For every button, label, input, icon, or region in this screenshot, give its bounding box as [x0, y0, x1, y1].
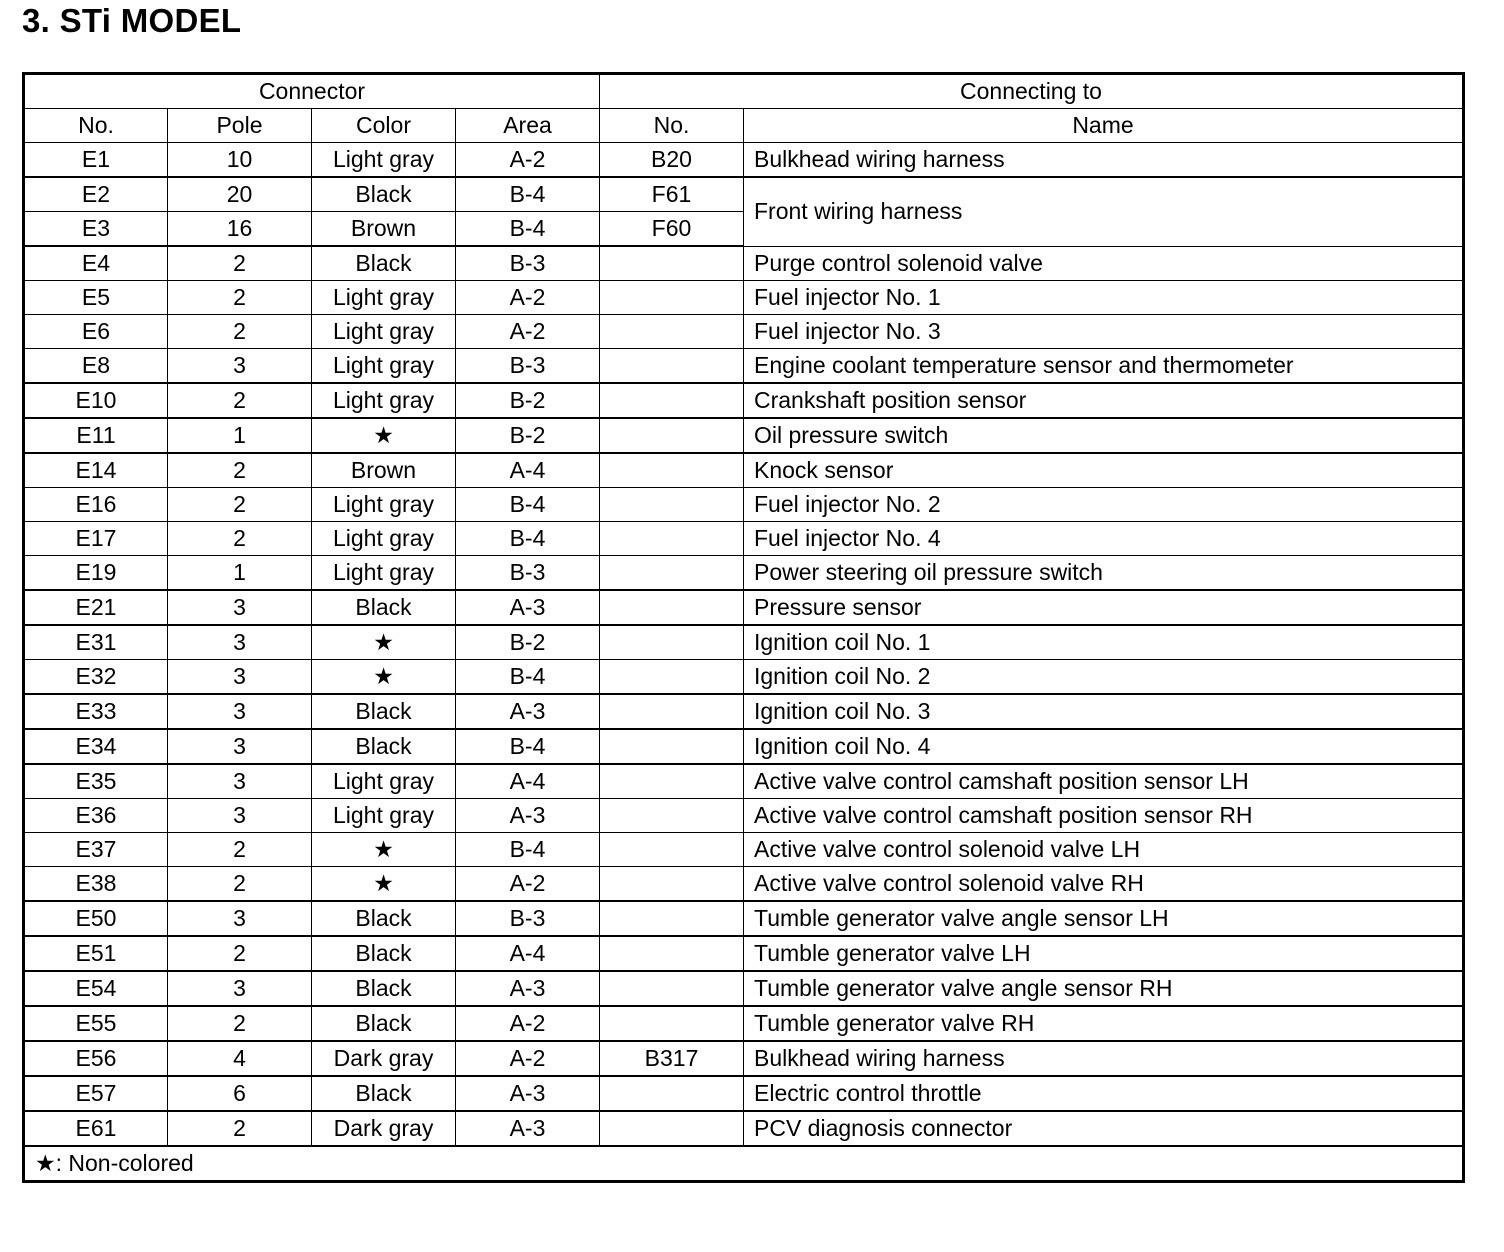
- cell-to-no: B20: [600, 143, 744, 178]
- table-row: [24, 764, 1464, 799]
- cell-area: A-2: [456, 867, 600, 902]
- cell-to-no: [600, 1006, 744, 1041]
- cell-pole: 3: [168, 764, 312, 799]
- cell-color: Light gray: [312, 764, 456, 799]
- cell-no: E37: [24, 833, 168, 867]
- cell-name: Power steering oil pressure switch: [744, 556, 1464, 591]
- cell-to-no: [600, 488, 744, 522]
- cell-pole: 1: [168, 418, 312, 453]
- cell-color: Black: [312, 177, 456, 212]
- cell-no: E21: [24, 590, 168, 625]
- cell-area: B-4: [456, 729, 600, 764]
- cell-name: Knock sensor: [744, 453, 1464, 488]
- cell-name: Ignition coil No. 2: [744, 660, 1464, 695]
- table-row: [24, 143, 1464, 178]
- cell-pole: 2: [168, 522, 312, 556]
- cell-color: Light gray: [312, 799, 456, 833]
- connector-table: [22, 72, 1465, 1183]
- cell-name: Active valve control solenoid valve RH: [744, 867, 1464, 902]
- cell-pole: 2: [168, 488, 312, 522]
- cell-no: E5: [24, 281, 168, 315]
- cell-area: B-3: [456, 556, 600, 591]
- cell-to-no: [600, 901, 744, 936]
- page-title: 3. STi MODEL: [22, 2, 242, 39]
- cell-area: B-2: [456, 383, 600, 418]
- cell-color: Light gray: [312, 349, 456, 384]
- cell-no: E57: [24, 1076, 168, 1111]
- cell-area: A-3: [456, 1111, 600, 1146]
- cell-to-no: [600, 453, 744, 488]
- cell-pole: 2: [168, 383, 312, 418]
- cell-name: Tumble generator valve LH: [744, 936, 1464, 971]
- cell-pole: 3: [168, 694, 312, 729]
- cell-no: E50: [24, 901, 168, 936]
- cell-color: Black: [312, 590, 456, 625]
- cell-to-no: [600, 867, 744, 902]
- table-row: [24, 315, 1464, 349]
- cell-color: Dark gray: [312, 1111, 456, 1146]
- cell-name: Crankshaft position sensor: [744, 383, 1464, 418]
- cell-to-no: [600, 349, 744, 384]
- column-header-pole: Pole: [168, 109, 312, 143]
- cell-pole: 2: [168, 936, 312, 971]
- table-row: [24, 418, 1464, 453]
- table-row: [24, 556, 1464, 591]
- cell-to-no: [600, 522, 744, 556]
- cell-pole: 2: [168, 833, 312, 867]
- table-row: [24, 1041, 1464, 1076]
- table-row: [24, 281, 1464, 315]
- cell-area: B-4: [456, 488, 600, 522]
- table-row: [24, 522, 1464, 556]
- cell-color: Black: [312, 1006, 456, 1041]
- cell-color: ★: [312, 418, 456, 453]
- cell-color: Black: [312, 971, 456, 1006]
- cell-color: Brown: [312, 212, 456, 247]
- cell-name: Tumble generator valve angle sensor RH: [744, 971, 1464, 1006]
- cell-area: B-3: [456, 349, 600, 384]
- cell-area: B-3: [456, 246, 600, 281]
- cell-area: A-2: [456, 143, 600, 178]
- column-header-area: Area: [456, 109, 600, 143]
- cell-color: ★: [312, 833, 456, 867]
- cell-area: A-3: [456, 1076, 600, 1111]
- cell-no: E34: [24, 729, 168, 764]
- cell-to-no: [600, 281, 744, 315]
- cell-no: E8: [24, 349, 168, 384]
- cell-name: Active valve control camshaft position sensor RH: [744, 799, 1464, 833]
- cell-pole: 1: [168, 556, 312, 591]
- cell-to-no: [600, 246, 744, 281]
- cell-pole: 2: [168, 453, 312, 488]
- cell-area: A-2: [456, 281, 600, 315]
- cell-area: A-3: [456, 971, 600, 1006]
- cell-color: Light gray: [312, 315, 456, 349]
- cell-pole: 3: [168, 901, 312, 936]
- cell-no: E61: [24, 1111, 168, 1146]
- footnote-row: [24, 1146, 1464, 1182]
- cell-pole: 6: [168, 1076, 312, 1111]
- cell-area: B-2: [456, 418, 600, 453]
- cell-no: E11: [24, 418, 168, 453]
- cell-to-no: [600, 833, 744, 867]
- cell-name: Oil pressure switch: [744, 418, 1464, 453]
- table-row: [24, 936, 1464, 971]
- table-row: [24, 799, 1464, 833]
- cell-name: Electric control throttle: [744, 1076, 1464, 1111]
- cell-area: B-4: [456, 833, 600, 867]
- cell-to-no: [600, 1076, 744, 1111]
- cell-color: Light gray: [312, 383, 456, 418]
- cell-to-no: [600, 799, 744, 833]
- cell-pole: 3: [168, 625, 312, 660]
- cell-to-no: [600, 625, 744, 660]
- table-row: [24, 833, 1464, 867]
- table-row: [24, 867, 1464, 902]
- cell-no: E1: [24, 143, 168, 178]
- footnote: ★: Non-colored: [24, 1146, 1464, 1182]
- table-row: [24, 660, 1464, 695]
- cell-color: Dark gray: [312, 1041, 456, 1076]
- cell-pole: 2: [168, 315, 312, 349]
- cell-to-no: [600, 729, 744, 764]
- cell-name: Bulkhead wiring harness: [744, 143, 1464, 178]
- table-row: [24, 349, 1464, 384]
- table-row: [24, 901, 1464, 936]
- cell-color: ★: [312, 660, 456, 695]
- connector-group-header: Connector: [24, 74, 600, 109]
- cell-color: Brown: [312, 453, 456, 488]
- cell-area: A-3: [456, 694, 600, 729]
- cell-pole: 20: [168, 177, 312, 212]
- table-row: [24, 453, 1464, 488]
- cell-color: ★: [312, 625, 456, 660]
- cell-color: Black: [312, 1076, 456, 1111]
- cell-name: Active valve control solenoid valve LH: [744, 833, 1464, 867]
- table-row: [24, 625, 1464, 660]
- cell-no: E14: [24, 453, 168, 488]
- cell-color: Black: [312, 729, 456, 764]
- cell-color: Light gray: [312, 143, 456, 178]
- cell-no: E10: [24, 383, 168, 418]
- cell-to-no: [600, 315, 744, 349]
- cell-pole: 3: [168, 729, 312, 764]
- column-header-color: Color: [312, 109, 456, 143]
- cell-area: A-4: [456, 453, 600, 488]
- cell-no: E6: [24, 315, 168, 349]
- cell-no: E54: [24, 971, 168, 1006]
- cell-to-no: F60: [600, 212, 744, 247]
- cell-pole: 4: [168, 1041, 312, 1076]
- cell-name: Fuel injector No. 4: [744, 522, 1464, 556]
- cell-no: E35: [24, 764, 168, 799]
- cell-name: Fuel injector No. 3: [744, 315, 1464, 349]
- cell-pole: 2: [168, 867, 312, 902]
- cell-no: E2: [24, 177, 168, 212]
- cell-area: B-4: [456, 522, 600, 556]
- cell-pole: 3: [168, 590, 312, 625]
- cell-area: B-2: [456, 625, 600, 660]
- cell-no: E16: [24, 488, 168, 522]
- cell-pole: 2: [168, 1111, 312, 1146]
- cell-name: Tumble generator valve angle sensor LH: [744, 901, 1464, 936]
- cell-area: A-4: [456, 764, 600, 799]
- table-row: [24, 971, 1464, 1006]
- cell-color: Light gray: [312, 488, 456, 522]
- cell-no: E38: [24, 867, 168, 902]
- table-row: [24, 590, 1464, 625]
- cell-color: Black: [312, 246, 456, 281]
- cell-name: PCV diagnosis connector: [744, 1111, 1464, 1146]
- cell-name: Purge control solenoid valve: [744, 246, 1464, 281]
- cell-to-no: [600, 1111, 744, 1146]
- cell-color: Light gray: [312, 556, 456, 591]
- cell-area: B-4: [456, 177, 600, 212]
- cell-name: Engine coolant temperature sensor and thermometer: [744, 349, 1464, 384]
- cell-no: E51: [24, 936, 168, 971]
- cell-to-no: F61: [600, 177, 744, 212]
- cell-area: B-4: [456, 660, 600, 695]
- cell-no: E56: [24, 1041, 168, 1076]
- cell-no: E31: [24, 625, 168, 660]
- cell-name: Fuel injector No. 2: [744, 488, 1464, 522]
- table-row: [24, 729, 1464, 764]
- cell-color: Light gray: [312, 281, 456, 315]
- connecting-to-group-header: Connecting to: [600, 74, 1464, 109]
- cell-to-no: B317: [600, 1041, 744, 1076]
- column-header-name: Name: [744, 109, 1464, 143]
- cell-to-no: [600, 590, 744, 625]
- cell-name: Fuel injector No. 1: [744, 281, 1464, 315]
- cell-color: Black: [312, 936, 456, 971]
- cell-to-no: [600, 936, 744, 971]
- column-header-no: No.: [24, 109, 168, 143]
- cell-color: ★: [312, 867, 456, 902]
- cell-area: B-3: [456, 901, 600, 936]
- table-row: [24, 246, 1464, 281]
- cell-to-no: [600, 694, 744, 729]
- cell-to-no: [600, 660, 744, 695]
- table-row: [24, 694, 1464, 729]
- column-header-row: [24, 109, 1464, 143]
- table-row: [24, 1076, 1464, 1111]
- cell-pole: 3: [168, 971, 312, 1006]
- cell-to-no: [600, 556, 744, 591]
- cell-no: E3: [24, 212, 168, 247]
- cell-color: Black: [312, 694, 456, 729]
- cell-name: Tumble generator valve RH: [744, 1006, 1464, 1041]
- cell-area: B-4: [456, 212, 600, 247]
- cell-name: Bulkhead wiring harness: [744, 1041, 1464, 1076]
- cell-pole: 2: [168, 1006, 312, 1041]
- cell-area: A-3: [456, 590, 600, 625]
- cell-name: Front wiring harness: [744, 177, 1464, 246]
- cell-no: E32: [24, 660, 168, 695]
- cell-area: A-2: [456, 1006, 600, 1041]
- cell-to-no: [600, 971, 744, 1006]
- cell-pole: 2: [168, 246, 312, 281]
- cell-pole: 10: [168, 143, 312, 178]
- table-body: [24, 74, 1464, 1182]
- cell-area: A-3: [456, 799, 600, 833]
- cell-name: Ignition coil No. 4: [744, 729, 1464, 764]
- cell-pole: 3: [168, 349, 312, 384]
- cell-to-no: [600, 764, 744, 799]
- table-row: [24, 488, 1464, 522]
- group-header-row: [24, 74, 1464, 109]
- cell-pole: 16: [168, 212, 312, 247]
- cell-area: A-4: [456, 936, 600, 971]
- cell-to-no: [600, 383, 744, 418]
- cell-area: A-2: [456, 1041, 600, 1076]
- cell-color: Black: [312, 901, 456, 936]
- table-row: [24, 177, 1464, 212]
- cell-pole: 2: [168, 281, 312, 315]
- cell-pole: 3: [168, 660, 312, 695]
- table-row: [24, 1111, 1464, 1146]
- cell-no: E19: [24, 556, 168, 591]
- cell-to-no: [600, 418, 744, 453]
- cell-color: Light gray: [312, 522, 456, 556]
- cell-no: E33: [24, 694, 168, 729]
- cell-no: E55: [24, 1006, 168, 1041]
- cell-area: A-2: [456, 315, 600, 349]
- table-row: [24, 1006, 1464, 1041]
- cell-name: Ignition coil No. 3: [744, 694, 1464, 729]
- column-header-to-no: No.: [600, 109, 744, 143]
- cell-no: E4: [24, 246, 168, 281]
- table-row: [24, 383, 1464, 418]
- cell-name: Active valve control camshaft position sensor LH: [744, 764, 1464, 799]
- cell-no: E17: [24, 522, 168, 556]
- cell-no: E36: [24, 799, 168, 833]
- cell-name: Ignition coil No. 1: [744, 625, 1464, 660]
- cell-name: Pressure sensor: [744, 590, 1464, 625]
- cell-pole: 3: [168, 799, 312, 833]
